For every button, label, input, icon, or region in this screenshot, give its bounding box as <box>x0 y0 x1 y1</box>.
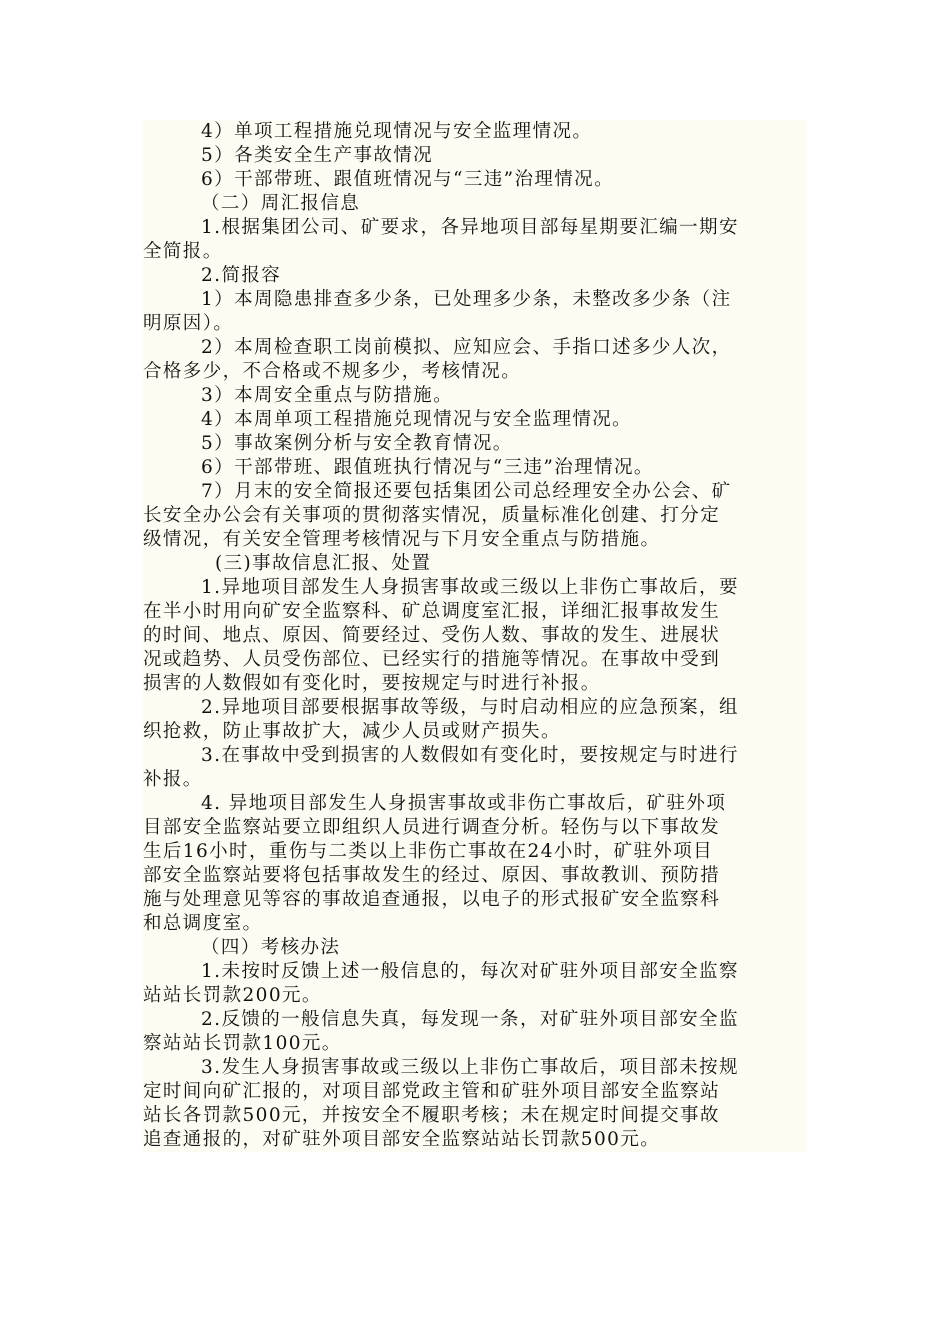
text-line: （二）周汇报信息 <box>201 193 361 214</box>
text-line: 4）本周单项工程措施兑现情况与安全监理情况。 <box>201 409 633 430</box>
text-line: 部安全监察站要将包括事故发生的经过、原因、事故教训、预防措 <box>143 865 721 886</box>
text-line: 在半小时用向矿安全监察科、矿总调度室汇报，详细汇报事故发生 <box>143 601 721 622</box>
text-line: 1.异地项目部发生人身损害事故或三级以上非伤亡事故后，要 <box>201 577 739 598</box>
text-line: 织抢救，防止事故扩大，减少人员或财产损失。 <box>143 721 561 742</box>
text-line: 3）本周安全重点与防措施。 <box>201 385 453 406</box>
text-line: 5）各类安全生产事故情况 <box>201 145 434 166</box>
text-line: 定时间向矿汇报的，对项目部党政主管和矿驻外项目部安全监察站 <box>143 1081 721 1102</box>
text-line: 1.根据集团公司、矿要求，各异地项目部每星期要汇编一期安 <box>201 217 739 238</box>
text-line: 长安全办公会有关事项的贯彻落实情况，质量标准化创建、打分定 <box>143 505 721 526</box>
text-line: 3.发生人身损害事故或三级以上非伤亡事故后，项目部未按规 <box>201 1057 739 1078</box>
text-line: 生后16小时，重伤与二类以上非伤亡事故在24小时，矿驻外项目 <box>143 841 714 862</box>
document-body <box>143 120 807 1152</box>
text-line: 2.异地项目部要根据事故等级，与时启动相应的应急预案，组 <box>201 697 739 718</box>
text-line: 3.在事故中受到损害的人数假如有变化时，要按规定与时进行 <box>201 745 739 766</box>
text-line: 施与处理意见等容的事故追查通报，以电子的形式报矿安全监察科 <box>143 889 721 910</box>
text-line: 追查通报的，对矿驻外项目部安全监察站站长罚款500元。 <box>143 1129 661 1150</box>
text-line: 7）月末的安全简报还要包括集团公司总经理安全办公会、矿 <box>201 481 732 502</box>
text-line: 5）事故案例分析与安全教育情况。 <box>201 433 513 454</box>
text-line: （四）考核办法 <box>201 937 341 958</box>
text-line: 损害的人数假如有变化时，要按规定与时进行补报。 <box>143 673 601 694</box>
text-line: 4）单项工程措施兑现情况与安全监理情况。 <box>201 121 593 142</box>
text-line: 的时间、地点、原因、简要经过、受伤人数、事故的发生、进展状 <box>143 625 721 646</box>
text-line: 明原因）。 <box>143 313 234 334</box>
text-line: 全简报。 <box>143 241 223 262</box>
text-line: 2）本周检查职工岗前模拟、应知应会、手指口述多少人次， <box>201 337 732 358</box>
text-line: 1.未按时反馈上述一般信息的，每次对矿驻外项目部安全监察 <box>201 961 739 982</box>
text-line: 补报。 <box>143 769 203 790</box>
text-line: 站站长罚款200元。 <box>143 985 322 1006</box>
text-line: 4. 异地项目部发生人身损害事故或非伤亡事故后，矿驻外项 <box>201 793 727 814</box>
text-line: 目部安全监察站要立即组织人员进行调查分析。轻伤与以下事故发 <box>143 817 721 838</box>
text-line: 和总调度室。 <box>143 913 263 934</box>
text-line: 况或趋势、人员受伤部位、已经实行的措施等情况。在事故中受到 <box>143 649 721 670</box>
text-line: 察站站长罚款100元。 <box>143 1033 342 1054</box>
text-line: 6）干部带班、跟值班执行情况与“三违”治理情况。 <box>201 457 654 478</box>
text-line: 1）本周隐患排查多少条，已处理多少条，未整改多少条（注 <box>201 289 732 310</box>
text-line: (三)事故信息汇报、处置 <box>215 553 432 574</box>
text-line: 6）干部带班、跟值班情况与“三违”治理情况。 <box>201 169 614 190</box>
text-line: 2.简报容 <box>201 265 282 286</box>
text-line: 合格多少，不合格或不规多少，考核情况。 <box>143 361 522 382</box>
text-line: 站长各罚款500元，并按安全不履职考核；未在规定时间提交事故 <box>143 1105 720 1126</box>
text-line: 级情况，有关安全管理考核情况与下月安全重点与防措施。 <box>143 529 661 550</box>
text-line: 2.反馈的一般信息失真，每发现一条，对矿驻外项目部安全监 <box>201 1009 739 1030</box>
